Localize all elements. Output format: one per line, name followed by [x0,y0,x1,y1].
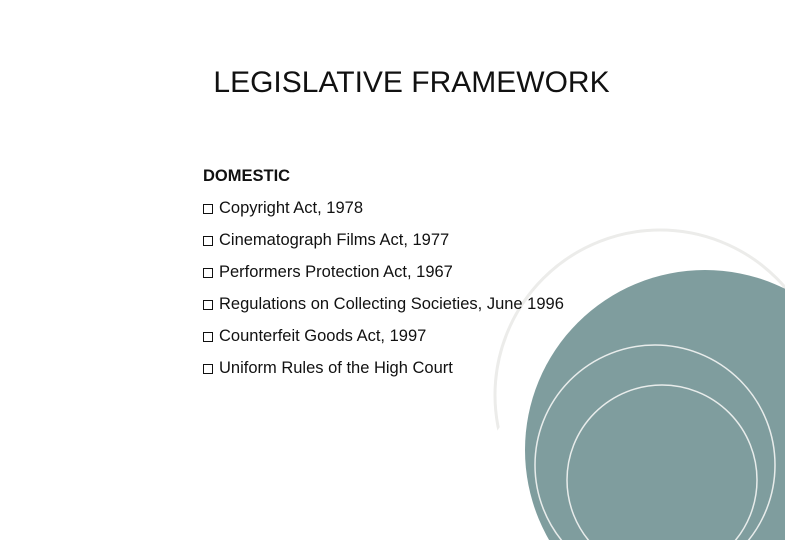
section-heading: DOMESTIC [203,167,291,185]
checkbox-square-icon [203,204,213,214]
list-item [203,294,573,314]
list-item-text: Counterfeit Goods Act, 1997 [219,327,427,345]
slide-title: LEGISLATIVE FRAMEWORK [213,66,610,99]
list-item-text: Regulations on Collecting Societies, June 1996 [219,295,564,313]
checkbox-square-icon [203,332,213,342]
checkbox-square-icon [203,364,213,374]
checkbox-square-icon [203,300,213,310]
list-item-text: Cinematograph Films Act, 1977 [219,231,450,249]
list-item-text: Performers Protection Act, 1967 [219,263,453,281]
list-item-text: Copyright Act, 1978 [219,199,364,217]
checkbox-square-icon [203,268,213,278]
list-item [203,262,573,282]
checkbox-square-icon [203,236,213,246]
list-item [203,326,573,346]
list-item-text: Uniform Rules of the High Court [219,359,453,377]
list-item [203,198,573,218]
list-item [203,358,573,378]
content-block [203,166,573,390]
list-item [203,230,573,250]
